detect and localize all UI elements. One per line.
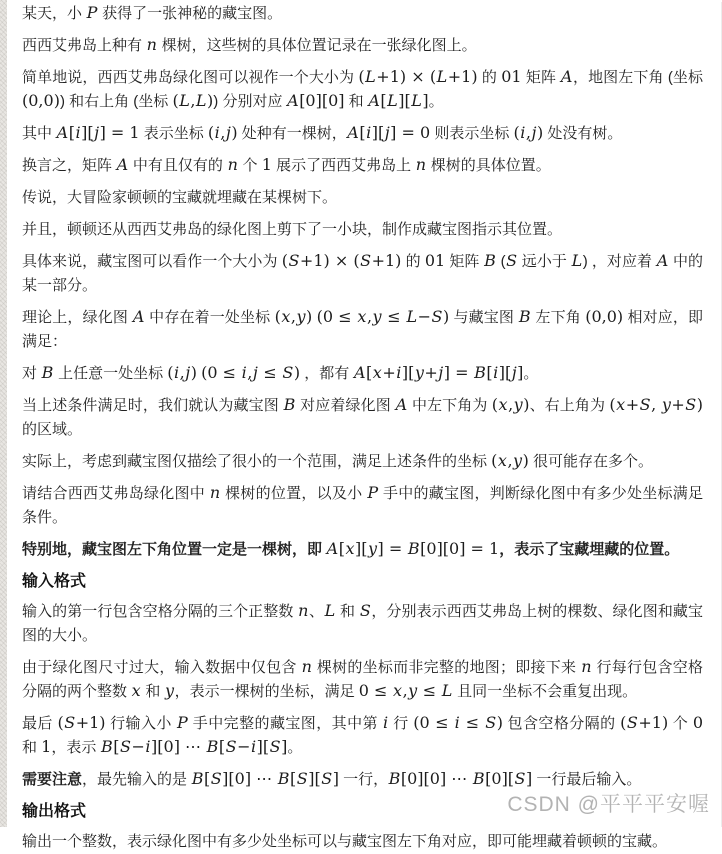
text-run: 行 bbox=[388, 715, 414, 732]
text-run: 矩阵 bbox=[445, 253, 484, 270]
math-run: B bbox=[283, 395, 296, 414]
math-run: (x,y) bbox=[491, 395, 530, 414]
math-run: (i,j) bbox=[167, 363, 197, 382]
math-run: n bbox=[415, 155, 427, 174]
paragraph bbox=[22, 450, 703, 474]
math-run: 01 bbox=[501, 67, 522, 86]
math-run: (i,j) bbox=[513, 123, 544, 142]
text-run: 需要注意 bbox=[22, 771, 83, 788]
text-run: 由于绿化图尺寸过大，输入数据中仅包含 bbox=[22, 659, 302, 676]
math-run: B[S][0] ⋯ B[S][S] bbox=[191, 769, 339, 788]
text-run: 很可能存在多个。 bbox=[528, 453, 654, 470]
paragraph bbox=[22, 250, 703, 298]
math-run: n bbox=[227, 155, 238, 174]
paragraph bbox=[22, 600, 703, 648]
math-run: A[L][L] bbox=[368, 91, 429, 110]
text-run: 个 bbox=[238, 157, 262, 174]
text-run: 一行最后输入。 bbox=[532, 771, 642, 788]
text-run: 。 bbox=[523, 365, 539, 382]
math-run: A bbox=[656, 251, 669, 270]
math-run: L bbox=[324, 601, 336, 620]
text-run: 与藏宝图 bbox=[449, 309, 519, 326]
text-run: 某天，小 bbox=[22, 5, 87, 22]
text-run: 特别地，藏宝图左下角位置一定是一棵树，即 bbox=[22, 541, 327, 558]
text-run: 展示了西西艾弗岛上 bbox=[271, 157, 416, 174]
math-run: 0 bbox=[692, 713, 703, 732]
paragraph bbox=[22, 482, 703, 530]
math-run: y bbox=[165, 681, 175, 700]
paragraph bbox=[22, 122, 703, 146]
math-run: P bbox=[176, 713, 188, 732]
paragraph bbox=[22, 712, 703, 760]
math-run: A[x][y] = B[0][0] = 1 bbox=[326, 539, 500, 558]
paragraph bbox=[22, 306, 703, 354]
text-run: 且同一坐标不会重复出现。 bbox=[452, 683, 638, 700]
text-run bbox=[312, 309, 316, 326]
text-run: 。 bbox=[428, 93, 444, 110]
math-run: (x+S, y+S) bbox=[609, 395, 704, 414]
math-run: A bbox=[132, 307, 145, 326]
text-run: 中有且仅有的 bbox=[128, 157, 228, 174]
math-run: S bbox=[359, 601, 371, 620]
math-run: B bbox=[484, 251, 496, 270]
text-run: 则表示坐标 bbox=[430, 125, 514, 142]
text-run: 左下角 bbox=[531, 309, 586, 326]
paragraph bbox=[22, 830, 703, 854]
math-run: 0 ≤ x,y ≤ L bbox=[358, 681, 453, 700]
paragraph bbox=[22, 186, 703, 210]
paragraph bbox=[22, 394, 703, 442]
math-run: n bbox=[209, 483, 221, 502]
text-run: 手中的藏宝图，判断绿化图中有多少处坐标满足条件。 bbox=[22, 485, 704, 526]
math-run: A[x+i][y+j] = B[i][j] bbox=[353, 363, 524, 382]
math-run: B[0][0] ⋯ B[0][S] bbox=[388, 769, 533, 788]
text-run: ，地图左下角 (坐标 bbox=[572, 69, 704, 86]
text-run: 相对应，即满足： bbox=[22, 309, 704, 350]
math-run: A bbox=[116, 155, 129, 174]
math-run: (S+1) × (S+1) bbox=[281, 251, 402, 270]
paragraph bbox=[22, 362, 703, 386]
text-run: ，最先输入的是 bbox=[82, 771, 192, 788]
math-run: (L,L) bbox=[172, 91, 214, 110]
text-run: ) ，对应着 bbox=[582, 253, 657, 270]
paragraph bbox=[22, 2, 703, 26]
math-run: B bbox=[518, 307, 531, 326]
math-run: (0,0) bbox=[22, 91, 60, 110]
text-run: 处没有树。 bbox=[543, 125, 623, 142]
text-run: 理论上，绿化图 bbox=[22, 309, 133, 326]
section-heading: 输出格式 bbox=[22, 803, 87, 820]
text-run: 行输入小 bbox=[105, 715, 177, 732]
text-run: 。 bbox=[287, 739, 303, 756]
text-run: ( bbox=[496, 253, 506, 270]
text-run: 矩阵 bbox=[521, 69, 561, 86]
math-run: A bbox=[560, 67, 573, 86]
math-run: n bbox=[298, 601, 309, 620]
text-run: ，表示 bbox=[51, 739, 101, 756]
text-run: 棵树的具体位置。 bbox=[426, 157, 551, 174]
math-run: (0,0) bbox=[585, 307, 624, 326]
math-run: A[i][j] = 0 bbox=[347, 123, 431, 142]
text-run: 处种有一棵树， bbox=[237, 125, 347, 142]
math-run: 01 bbox=[424, 251, 446, 270]
text-run: 和 bbox=[344, 93, 368, 110]
text-run: 简单地说，西西艾弗岛绿化图可以视作一个大小为 bbox=[22, 69, 359, 86]
text-run: 和 bbox=[22, 739, 42, 756]
text-run: 和 bbox=[141, 683, 165, 700]
math-run: 1 bbox=[41, 737, 52, 756]
text-run: 棵树的位置，以及小 bbox=[220, 485, 367, 502]
math-run: n bbox=[581, 657, 592, 676]
text-run: 、右上角为 bbox=[529, 397, 610, 414]
text-run: 换言之，矩阵 bbox=[22, 157, 117, 174]
math-run: A bbox=[395, 395, 408, 414]
math-run: (L+1) × (L+1) bbox=[358, 67, 478, 86]
page-gutter bbox=[0, 0, 7, 827]
math-run: x bbox=[131, 681, 141, 700]
text-run: 并且，顿顿还从西西艾弗岛的绿化图上剪下了一小块，制作成藏宝图指示其位置。 bbox=[22, 221, 563, 238]
math-run: B bbox=[41, 363, 54, 382]
paragraph bbox=[22, 154, 703, 178]
text-run: 传说，大冒险家顿顿的宝藏就埋藏在某棵树下。 bbox=[22, 189, 338, 206]
text-run: 一行， bbox=[338, 771, 389, 788]
math-run: (S+1) bbox=[620, 713, 669, 732]
text-run: 中的某一部分。 bbox=[22, 253, 703, 294]
text-run: 对 bbox=[22, 365, 42, 382]
text-run: 上任意一处坐标 bbox=[53, 365, 168, 382]
text-run: 和 bbox=[335, 603, 360, 620]
problem-statement-body bbox=[7, 2, 722, 850]
paragraph bbox=[22, 538, 703, 562]
text-run: 棵树的坐标而非完整的地图；即接下来 bbox=[312, 659, 581, 676]
math-run: (0 ≤ x,y ≤ L−S) bbox=[316, 307, 450, 326]
math-run: i bbox=[383, 713, 389, 732]
math-run: A[0][0] bbox=[287, 91, 345, 110]
text-run: 表示坐标 bbox=[139, 125, 208, 142]
math-run: A[i][j] = 1 bbox=[56, 123, 140, 142]
text-run: 输入的第一行包含空格分隔的三个正整数 bbox=[22, 603, 298, 620]
text-run: ) 分别对应 bbox=[213, 93, 287, 110]
text-run: 获得了一张神秘的藏宝图。 bbox=[97, 5, 283, 22]
text-run: 其中 bbox=[22, 125, 57, 142]
text-run: 西西艾弗岛上种有 bbox=[22, 37, 147, 54]
math-run: P bbox=[86, 3, 98, 22]
paragraph bbox=[22, 768, 703, 792]
text-run: ，分别表示西西艾弗岛上树的棵数、绿化图和藏宝图的大小。 bbox=[22, 603, 703, 644]
text-run: ) 和右上角 (坐标 bbox=[59, 93, 173, 110]
text-run: 最后 bbox=[22, 715, 58, 732]
text-run: 包含空格分隔的 bbox=[502, 715, 621, 732]
text-run: ，都有 bbox=[300, 365, 354, 382]
text-run: 的区域。 bbox=[22, 421, 83, 438]
text-run: ，表示了宝藏埋藏的位置。 bbox=[499, 541, 680, 558]
text-run: ，表示一棵树的坐标，满足 bbox=[174, 683, 359, 700]
text-run: 中存在着一处坐标 bbox=[144, 309, 275, 326]
math-run: n bbox=[301, 657, 312, 676]
math-run: B[S−i][0] ⋯ B[S−i][S] bbox=[101, 737, 288, 756]
csdn-watermark: CSDN @平平平安喔 bbox=[507, 793, 710, 816]
text-run: 当上述条件满足时，我们就认为藏宝图 bbox=[22, 397, 284, 414]
text-run: 远小于 bbox=[517, 253, 572, 270]
math-run: (0 ≤ i ≤ S) bbox=[413, 713, 503, 732]
text-run: 对应着绿化图 bbox=[295, 397, 396, 414]
text-run: 个 bbox=[668, 715, 693, 732]
math-run: (x,y) bbox=[274, 307, 313, 326]
paragraph bbox=[22, 34, 703, 58]
math-run: 1 bbox=[261, 155, 272, 174]
paragraph bbox=[22, 218, 703, 242]
math-run: P bbox=[367, 483, 379, 502]
text-run: 中左下角为 bbox=[407, 397, 492, 414]
text-run: 实际上，考虑到藏宝图仅描绘了很小的一个范围，满足上述条件的坐标 bbox=[22, 453, 492, 470]
text-run: 的 bbox=[477, 69, 502, 86]
text-run: 、 bbox=[308, 603, 325, 620]
paragraph bbox=[22, 66, 703, 114]
section-heading: 输入格式 bbox=[22, 573, 87, 590]
math-run: (S+1) bbox=[57, 713, 106, 732]
math-run: L bbox=[571, 251, 583, 270]
paragraph bbox=[22, 656, 703, 704]
text-run: 行每行包含空格分隔的两个整数 bbox=[22, 659, 704, 700]
text-run: 的 bbox=[401, 253, 425, 270]
text-run: 棵树，这些树的具体位置记录在一张绿化图上。 bbox=[157, 37, 477, 54]
math-run: (0 ≤ i,j ≤ S) bbox=[201, 363, 301, 382]
math-run: (i,j) bbox=[207, 123, 238, 142]
text-run: 手中完整的藏宝图，其中第 bbox=[188, 715, 383, 732]
math-run: S bbox=[506, 251, 518, 270]
math-run: n bbox=[146, 35, 157, 54]
text-run: 具体来说，藏宝图可以看作一个大小为 bbox=[22, 253, 282, 270]
text-run: 输出一个整数，表示绿化图中有多少处坐标可以与藏宝图左下角对应，即可能埋藏着顿顿的宝藏。 bbox=[22, 833, 668, 850]
text-run: 请结合西西艾弗岛绿化图中 bbox=[22, 485, 210, 502]
math-run: (x,y) bbox=[491, 451, 529, 470]
